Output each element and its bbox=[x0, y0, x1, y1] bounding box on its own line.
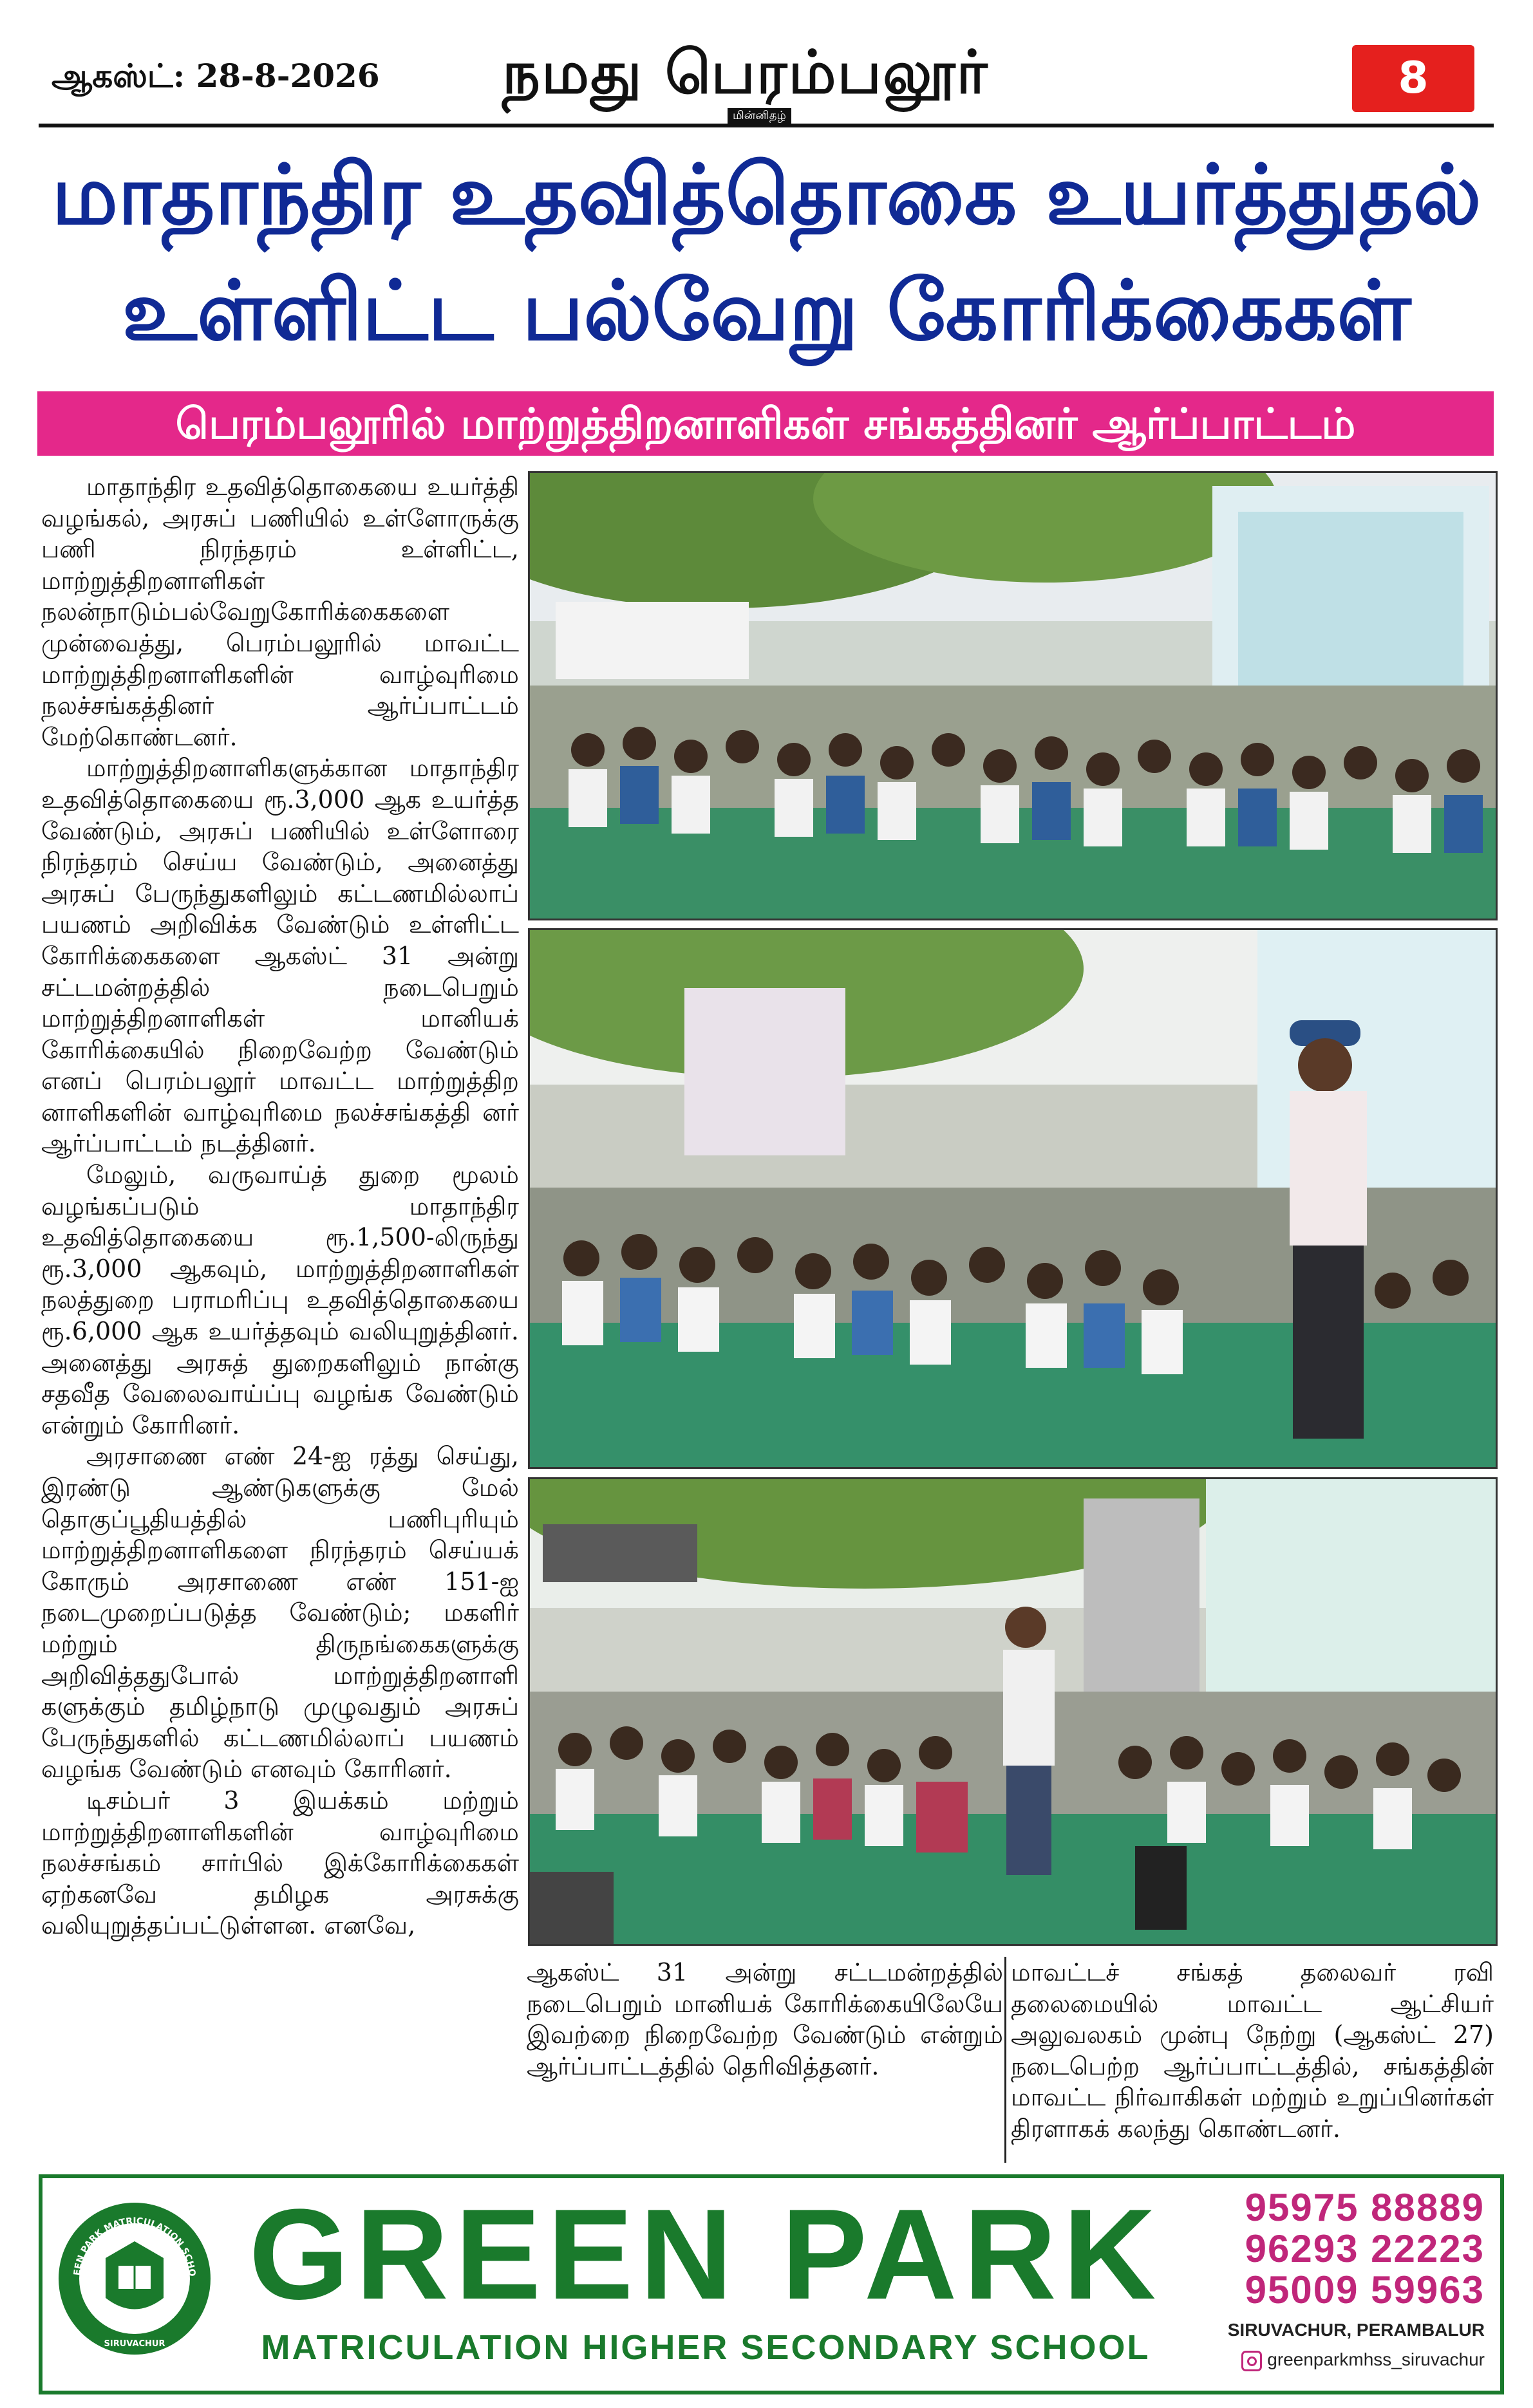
protest-photo-1-image bbox=[530, 473, 1496, 919]
instagram-handle[interactable] bbox=[1195, 2349, 1485, 2371]
headline-line-1: மாதாந்திர உதவித்தொகை உயர்த்துதல் bbox=[52, 147, 1481, 243]
school-name: GREEN PARK bbox=[249, 2183, 1163, 2326]
school-crest-place: SIRUVACHUR bbox=[104, 2339, 165, 2349]
phone-number[interactable]: 95975 88889 bbox=[1245, 2186, 1485, 2229]
header-divider bbox=[39, 124, 1494, 127]
school-logo bbox=[54, 2189, 215, 2375]
article-paragraph: மாற்றுத்திறனாளிகளுக்கான மாதாந்திர உதவித்தொகையை ரூ.3,000 ஆக உயர்த்த வேண்டும், அரசுப் பணியில் உள்ளோரை நிரந்தரம் செய்ய வேண்டும், அனைத்து அரசுப் பேருந்துகளிலும் கட்டணமில்லாப் பயணம் அறிவிக்க வேண்டும் உள்ளிட்ட கோரிக்கைகளை ஆகஸ்ட் 31 அன்று சட்டமன்றத்தில் நடைபெறும் மாற்றுத்திறனாளிகள் மானியக் கோரிக்கையில் நிறைவேற்ற வேண்டும் எனப் பெரம்பலூர் மாவட்ட மாற்றுத்திற னாளிகளின் வாழ்வுரிமை நலச்சங்கத்தி னர் ஆர்ப்பாட்டம் நடத்தினர். bbox=[41, 754, 519, 1158]
article-column-right bbox=[1011, 1957, 1494, 2145]
instagram-icon bbox=[1241, 2351, 1262, 2371]
protest-photo-2 bbox=[528, 928, 1498, 1469]
newspaper-masthead: நமது பெரம்பலூர் bbox=[502, 37, 989, 107]
school-crest-lettering: EEN PARK MATRICULATION SCHO bbox=[72, 2216, 198, 2277]
article-paragraph: மாவட்டச் சங்கத் தலைவர் ரவி தலைமையில் மாவட்ட ஆட்சியர் அலுவலகம் முன்பு நேற்று (ஆகஸ்ட் 27) நடைபெற்ற ஆர்ப்பாட்டத்தில், சங்கத்தின் மாவட்ட நிர்வாகிகள் மற்றும் உறுப்பினர்கள் திரளாகக் கலந்து கொண்டனர். bbox=[1011, 1958, 1494, 2143]
protest-photo-1 bbox=[528, 471, 1498, 920]
article-column-left bbox=[41, 471, 519, 1941]
masthead-subtitle: மின்னிதழ் bbox=[728, 108, 791, 124]
protest-photo-3 bbox=[528, 1477, 1498, 1946]
article-paragraph: அரசாணை எண் 24-ஐ ரத்து செய்து, இரண்டு ஆண்டுகளுக்கு மேல் தொகுப்பூதியத்தில் பணிபுரியும் மாற்றுத்திறனாளிகளை நிரந்தரம் செய்யக் கோரும் அரசாணை எண் 151-ஐ நடைமுறைப்படுத்த வேண்டும்; மகளிர் மற்றும் திருநங்கைகளுக்கு அறிவித்ததுபோல் மாற்றுத்திறனாளி களுக்கும் தமிழ்நாடு முழுவதும் அரசுப் பேருந்துகளில் கட்டணமில்லாப் பயணம் வழங்க வேண்டும் எனவும் கோரினர். bbox=[41, 1442, 519, 1784]
school-location: SIRUVACHUR, PERAMBALUR bbox=[1227, 2320, 1485, 2340]
article-paragraph: டிசம்பர் 3 இயக்கம் மற்றும் மாற்றுத்திறனாளிகளின் வாழ்வுரிமை நலச்சங்கம் சார்பில் இக்கோரிக்கைகள் ஏற்கனவே தமிழக அரசுக்கு வலியுறுத்தப்பட்டுள்ளன. எனவே, bbox=[41, 1786, 519, 1940]
article-paragraph: மேலும், வருவாய்த் துறை மூலம் வழங்கப்படும் மாதாந்திர உதவித்தொகையை ரூ.1,500-லிருந்து ரூ.3,000 ஆகவும், மாற்றுத்திறனாளிகள் நலத்துறை பராமரிப்பு உதவித்தொகையை ரூ.6,000 ஆக உயர்த்தவும் வலியுறுத்தினர். அனைத்து அரசுத் துறைகளிலும் நான்கு சதவீத வேலைவாய்ப்பு வழங்க வேண்டும் என்றும் கோரினர். bbox=[41, 1161, 519, 1439]
issue-date: ஆகஸ்ட்: 28-8-2026 bbox=[52, 57, 380, 95]
school-tagline: MATRICULATION HIGHER SECONDARY SCHOOL bbox=[261, 2328, 1151, 2367]
protest-photo-2-image bbox=[530, 930, 1496, 1467]
column-divider bbox=[1004, 1957, 1006, 2163]
article-paragraph: ஆகஸ்ட் 31 அன்று சட்டமன்றத்தில் நடைபெறும் மானியக் கோரிக்கையிலேயே இவற்றை நிறைவேற்ற வேண்டும் என்றும் ஆர்ப்பாட்டத்தில் தெரிவித்தனர். bbox=[527, 1958, 1003, 2080]
phone-numbers bbox=[1195, 2187, 1485, 2311]
school-advertisement bbox=[39, 2174, 1504, 2394]
instagram-handle-text[interactable]: greenparkmhss_siruvachur bbox=[1267, 2349, 1485, 2369]
school-crest-icon bbox=[54, 2189, 215, 2375]
page-number-badge: 8 bbox=[1352, 45, 1474, 112]
phone-number[interactable]: 96293 22223 bbox=[1245, 2227, 1485, 2270]
article-column-middle bbox=[527, 1957, 1003, 2082]
subhead-banner: பெரம்பலூரில் மாற்றுத்திறனாளிகள் சங்கத்தினர் ஆர்ப்பாட்டம் bbox=[37, 391, 1494, 456]
phone-number[interactable]: 95009 59963 bbox=[1245, 2268, 1485, 2311]
article-paragraph: மாதாந்திர உதவித்தொகையை உயர்த்தி வழங்கல், அரசுப் பணியில் உள்ளோருக்கு பணி நிரந்தரம் உள்ளிட்ட, மாற்றுத்திறனாளிகள் நலன்நாடும்பல்வேறுகோரிக்கைகளை முன்வைத்து, பெரம்பலூரில் மாவட்ட மாற்றுத்திறனாளிகளின் வாழ்வுரிமை நலச்சங்கத்தினர் ஆர்ப்பாட்டம் மேற்கொண்டனர். bbox=[41, 472, 519, 751]
protest-photo-3-image bbox=[530, 1479, 1496, 1944]
headline-line-2: உள்ளிட்ட பல்வேறு கோரிக்கைகள் bbox=[122, 263, 1411, 359]
